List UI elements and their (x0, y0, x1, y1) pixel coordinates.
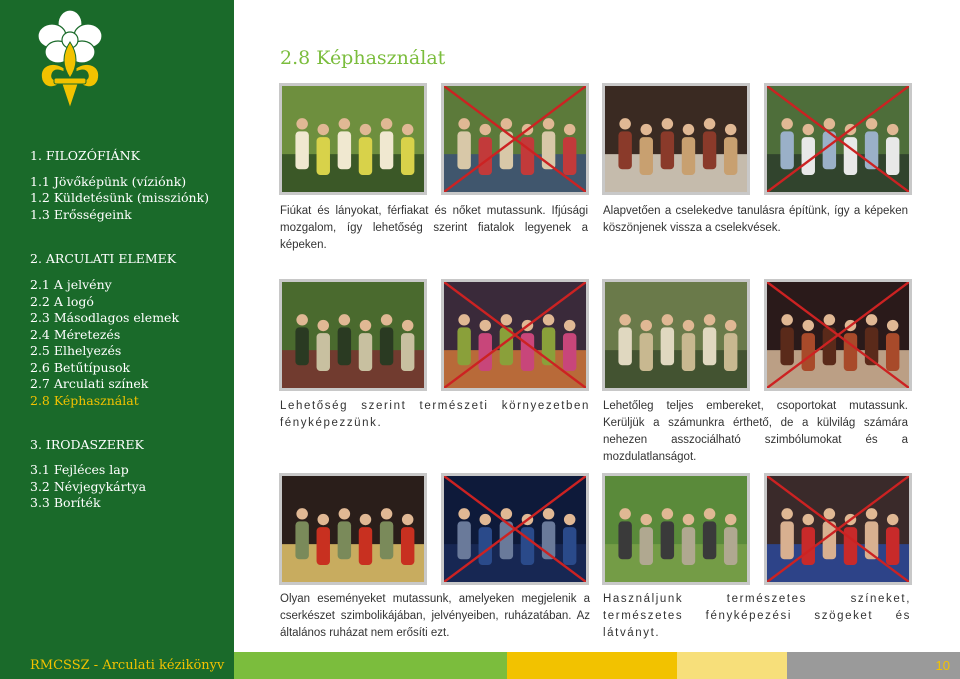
caption-scout-symbolism: Olyan eseményeket mutassunk, amelyeken megjelenik a cserkészet szimbolikájában, jelvényeiben, ruházatában. Az általános ruházat nem erősíti ezt. (280, 593, 590, 639)
nav-item[interactable]: 2.7 Arculati színek (30, 376, 149, 391)
footer (0, 652, 960, 679)
page-number: 10 (935, 658, 950, 673)
photo-candle-ceremony-image (282, 476, 424, 582)
photo-folk-dance-outdoor-image (605, 476, 747, 582)
photo-folk-dance-outdoor (602, 473, 750, 585)
nav-item[interactable]: 2.3 Másodlagos elemek (30, 310, 180, 325)
photo-girl-with-cola (764, 473, 912, 585)
photo-scouts-standing-line (441, 83, 589, 195)
photo-scouts-hiking-flag (279, 279, 427, 391)
caption-gender-youth: Fiúkat és lányokat, férfiakat és nőket mutassunk. Ifjúsági mozgalom, így lehetőség szerint fiatalok legyenek a képeken. (280, 205, 588, 251)
nav-item[interactable]: 2.6 Betűtípusok (30, 360, 131, 375)
nav-item[interactable]: 3.2 Névjegykártya (30, 479, 147, 494)
nav-item[interactable]: 2.1 A jelvény (30, 277, 112, 292)
photo-large-scout-crowd (602, 279, 750, 391)
nav-item-active[interactable]: 2.8 Képhasználat (30, 393, 139, 408)
footer-segment (507, 652, 677, 679)
red-cross-icon (444, 282, 586, 388)
red-cross-icon (444, 476, 586, 582)
nav-item[interactable]: 2.5 Elhelyezés (30, 343, 122, 358)
red-cross-icon (767, 282, 909, 388)
nav-item[interactable]: 3.1 Fejléces lap (30, 462, 129, 477)
nav-item[interactable]: 3.3 Boríték (30, 495, 101, 510)
footer-segment (677, 652, 787, 679)
nav-item[interactable]: 3. IRODASZEREK (30, 437, 144, 452)
photo-scouts-hiking-flag-image (282, 282, 424, 388)
photo-candle-ceremony (279, 473, 427, 585)
nav-item[interactable]: 2.2 A logó (30, 294, 94, 309)
photo-field-tents (764, 83, 912, 195)
scout-lily-logo-icon (28, 8, 112, 112)
photo-symbolic-object (764, 279, 912, 391)
photo-scouts-group-outdoor (279, 83, 427, 195)
photo-large-scout-crowd-image (605, 282, 747, 388)
footer-title: RMCSSZ - Arculati kézikönyv (30, 658, 225, 673)
photo-dark-night-camp (441, 473, 589, 585)
nav-item[interactable]: 1.2 Küldetésünk (missziónk) (30, 190, 210, 205)
caption-natural-colors: Használjunk természetes színeket, természetes fényképezési szögeket és látványt. (603, 593, 911, 639)
footer-segment (787, 652, 960, 679)
footer-segment (234, 652, 507, 679)
nav-item[interactable]: 2. ARCULATI ELEMEK (30, 251, 177, 266)
page-title: 2.8 Képhasználat (280, 47, 446, 69)
caption-natural-environment: Lehetőség szerint természeti környezetben fényképezzünk. (280, 400, 590, 429)
nav-item[interactable]: 1. FILOZÓFIÁNK (30, 148, 140, 163)
photo-indoor-table-activity (602, 83, 750, 195)
nav-item[interactable]: 1.1 Jövőképünk (víziónk) (30, 174, 187, 189)
red-cross-icon (767, 476, 909, 582)
nav-item[interactable]: 1.3 Erősségeink (30, 207, 132, 222)
photo-indoor-girls (441, 279, 589, 391)
red-cross-icon (444, 86, 586, 192)
caption-learning-by-doing: Alapvetően a cselekedve tanulásra építünk, így a képeken köszönjenek vissza a cselekvések. (603, 205, 908, 234)
sidebar (0, 0, 234, 652)
red-cross-icon (767, 86, 909, 192)
photo-scouts-group-outdoor-image (282, 86, 424, 192)
photo-indoor-table-activity-image (605, 86, 747, 192)
nav-item[interactable]: 2.4 Méretezés (30, 327, 121, 342)
caption-whole-people: Lehetőleg teljes embereket, csoportokat mutassunk. Kerüljük a számunkra érthető, de a külvilág számára nehezen asszociálható szimbólumokat és a mozdulatlanságot. (603, 400, 908, 463)
